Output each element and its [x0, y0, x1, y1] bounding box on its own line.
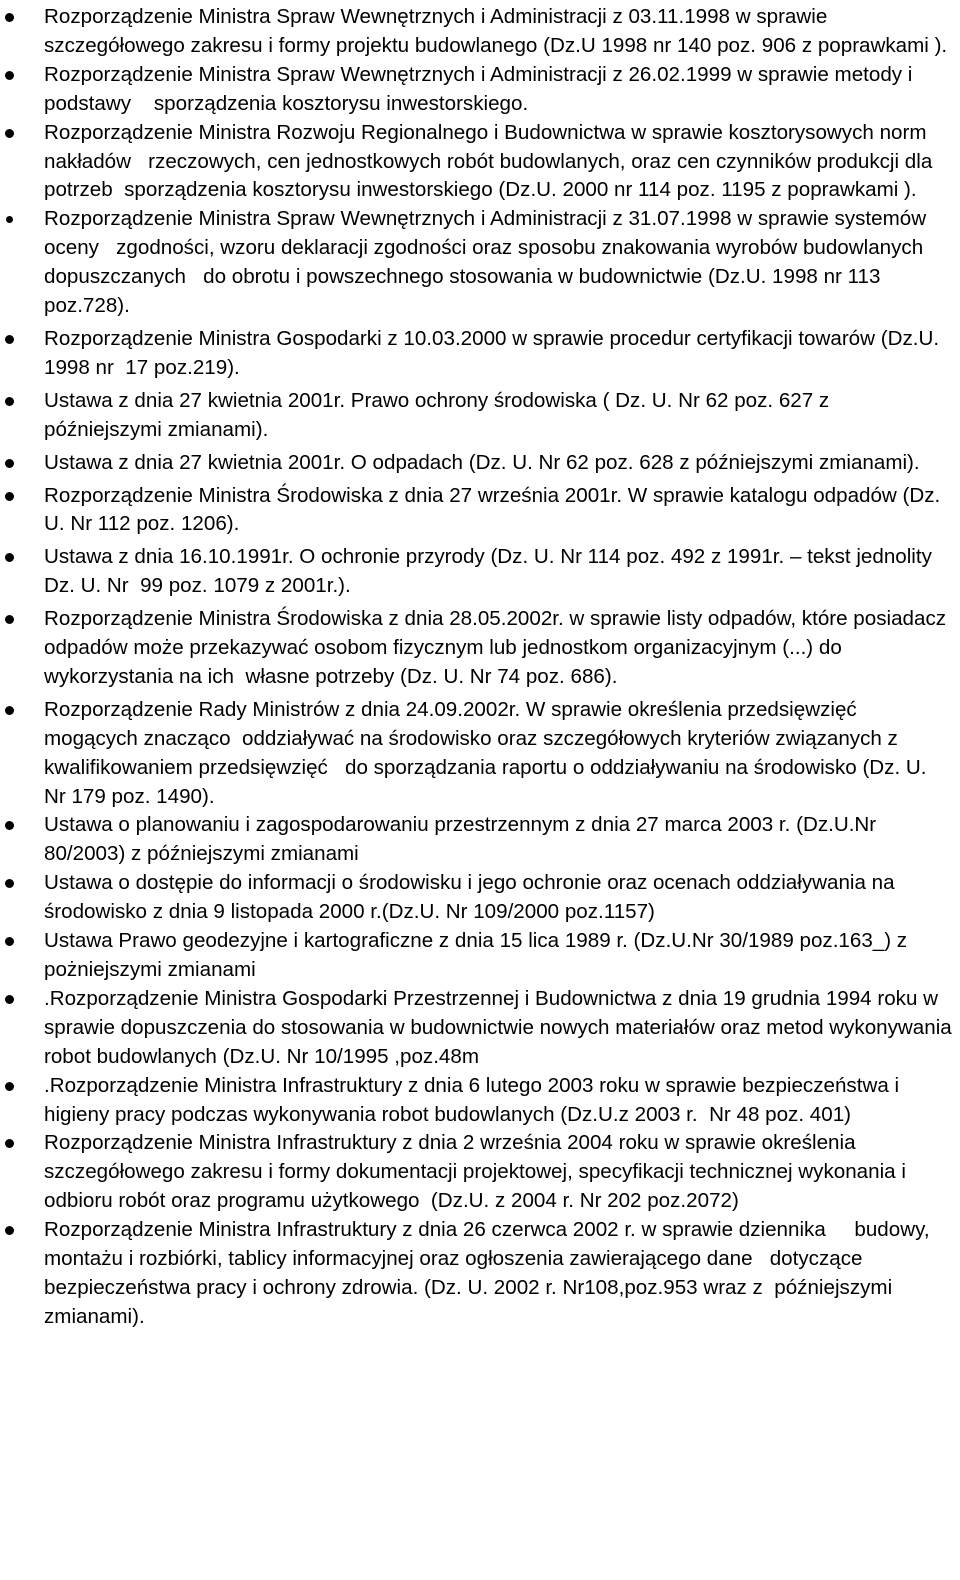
list-item: Rozporządzenie Rady Ministrów z dnia 24.09.2002r. W sprawie określenia przedsięwzięć mogących znacząco oddziaływać na środowisko oraz szczegółowych kryteriów związanych z kwalifikowaniem przedsięwzięć do sporządzania raportu o oddziaływaniu na środowisko (Dz. U. Nr 179 poz. 1490). [0, 696, 952, 812]
list-item: .Rozporządzenie Ministra Infrastruktury z dnia 6 lutego 2003 roku w sprawie bezpieczeństwa i higieny pracy podczas wykonywania robot budowlanych (Dz.U.z 2003 r. Nr 48 poz. 401) [0, 1072, 952, 1130]
list-item: Ustawa z dnia 27 kwietnia 2001r. Prawo ochrony środowiska ( Dz. U. Nr 62 poz. 627 z późniejszymi zmianami). [0, 387, 952, 445]
list-item: Rozporządzenie Ministra Infrastruktury z dnia 26 czerwca 2002 r. w sprawie dziennika budowy, montażu i rozbiórki, tablicy informacyjnej oraz ogłoszenia zawierającego dane dotyczące bezpieczeństwa pracy i ochrony zdrowia. (Dz. U. 2002 r. Nr108,poz.953 wraz z późniejszymi zmianami). [0, 1216, 952, 1332]
list-item: Ustawa Prawo geodezyjne i kartograficzne z dnia 15 lica 1989 r. (Dz.U.Nr 30/1989 poz.163_) z pożniejszymi zmianami [0, 927, 952, 985]
list-item: Rozporządzenie Ministra Spraw Wewnętrznych i Administracji z 31.07.1998 w sprawie systemów oceny zgodności, wzoru deklaracji zgodności oraz sposobu znakowania wyrobów budowlanych dopuszczanych do obrotu i powszechnego stosowania w budownictwie (Dz.U. 1998 nr 113 poz.728). [0, 205, 952, 321]
list-item: Ustawa o dostępie do informacji o środowisku i jego ochronie oraz ocenach oddziaływania na środowisko z dnia 9 listopada 2000 r.(Dz.U. Nr 109/2000 poz.1157) [0, 869, 952, 927]
list-item: Ustawa z dnia 27 kwietnia 2001r. O odpadach (Dz. U. Nr 62 poz. 628 z późniejszymi zmianami). [0, 449, 952, 478]
list-item: Ustawa z dnia 16.10.1991r. O ochronie przyrody (Dz. U. Nr 114 poz. 492 z 1991r. – tekst jednolity Dz. U. Nr 99 poz. 1079 z 2001r.). [0, 543, 952, 601]
list-item: Rozporządzenie Ministra Środowiska z dnia 28.05.2002r. w sprawie listy odpadów, które posiadacz odpadów może przekazywać osobom fizycznym lub jednostkom organizacyjnym (...) do wykorzystania na ich własne potrzeby (Dz. U. Nr 74 poz. 686). [0, 605, 952, 692]
list-item: Ustawa o planowaniu i zagospodarowaniu przestrzennym z dnia 27 marca 2003 r. (Dz.U.Nr 80/2003) z późniejszymi zmianami [0, 811, 952, 869]
list-item: Rozporządzenie Ministra Spraw Wewnętrznych i Administracji z 03.11.1998 w sprawie szczegółowego zakresu i formy projektu budowlanego (Dz.U 1998 nr 140 poz. 906 z poprawkami ). [0, 3, 952, 61]
list-item: Rozporządzenie Ministra Rozwoju Regionalnego i Budownictwa w sprawie kosztorysowych norm nakładów rzeczowych, cen jednostkowych robót budowlanych, oraz cen czynników produkcji dla potrzeb sporządzenia kosztorysu inwestorskiego (Dz.U. 2000 nr 114 poz. 1195 z poprawkami ). [0, 119, 952, 206]
regulations-list [0, 3, 958, 1332]
list-item: Rozporządzenie Ministra Infrastruktury z dnia 2 września 2004 roku w sprawie określenia szczegółowego zakresu i formy dokumentacji projektowej, specyfikacji technicznej wykonania i odbioru robót oraz programu użytkowego (Dz.U. z 2004 r. Nr 202 poz.2072) [0, 1129, 952, 1216]
list-item: Rozporządzenie Ministra Gospodarki z 10.03.2000 w sprawie procedur certyfikacji towarów (Dz.U. 1998 nr 17 poz.219). [0, 325, 952, 383]
list-item: .Rozporządzenie Ministra Gospodarki Przestrzennej i Budownictwa z dnia 19 grudnia 1994 roku w sprawie dopuszczenia do stosowania w budownictwie nowych materiałów oraz metod wykonywania robot budowlanych (Dz.U. Nr 10/1995 ,poz.48m [0, 985, 952, 1072]
list-item: Rozporządzenie Ministra Środowiska z dnia 27 września 2001r. W sprawie katalogu odpadów (Dz. U. Nr 112 poz. 1206). [0, 482, 952, 540]
list-item: Rozporządzenie Ministra Spraw Wewnętrznych i Administracji z 26.02.1999 w sprawie metody i podstawy sporządzenia kosztorysu inwestorskiego. [0, 61, 952, 119]
